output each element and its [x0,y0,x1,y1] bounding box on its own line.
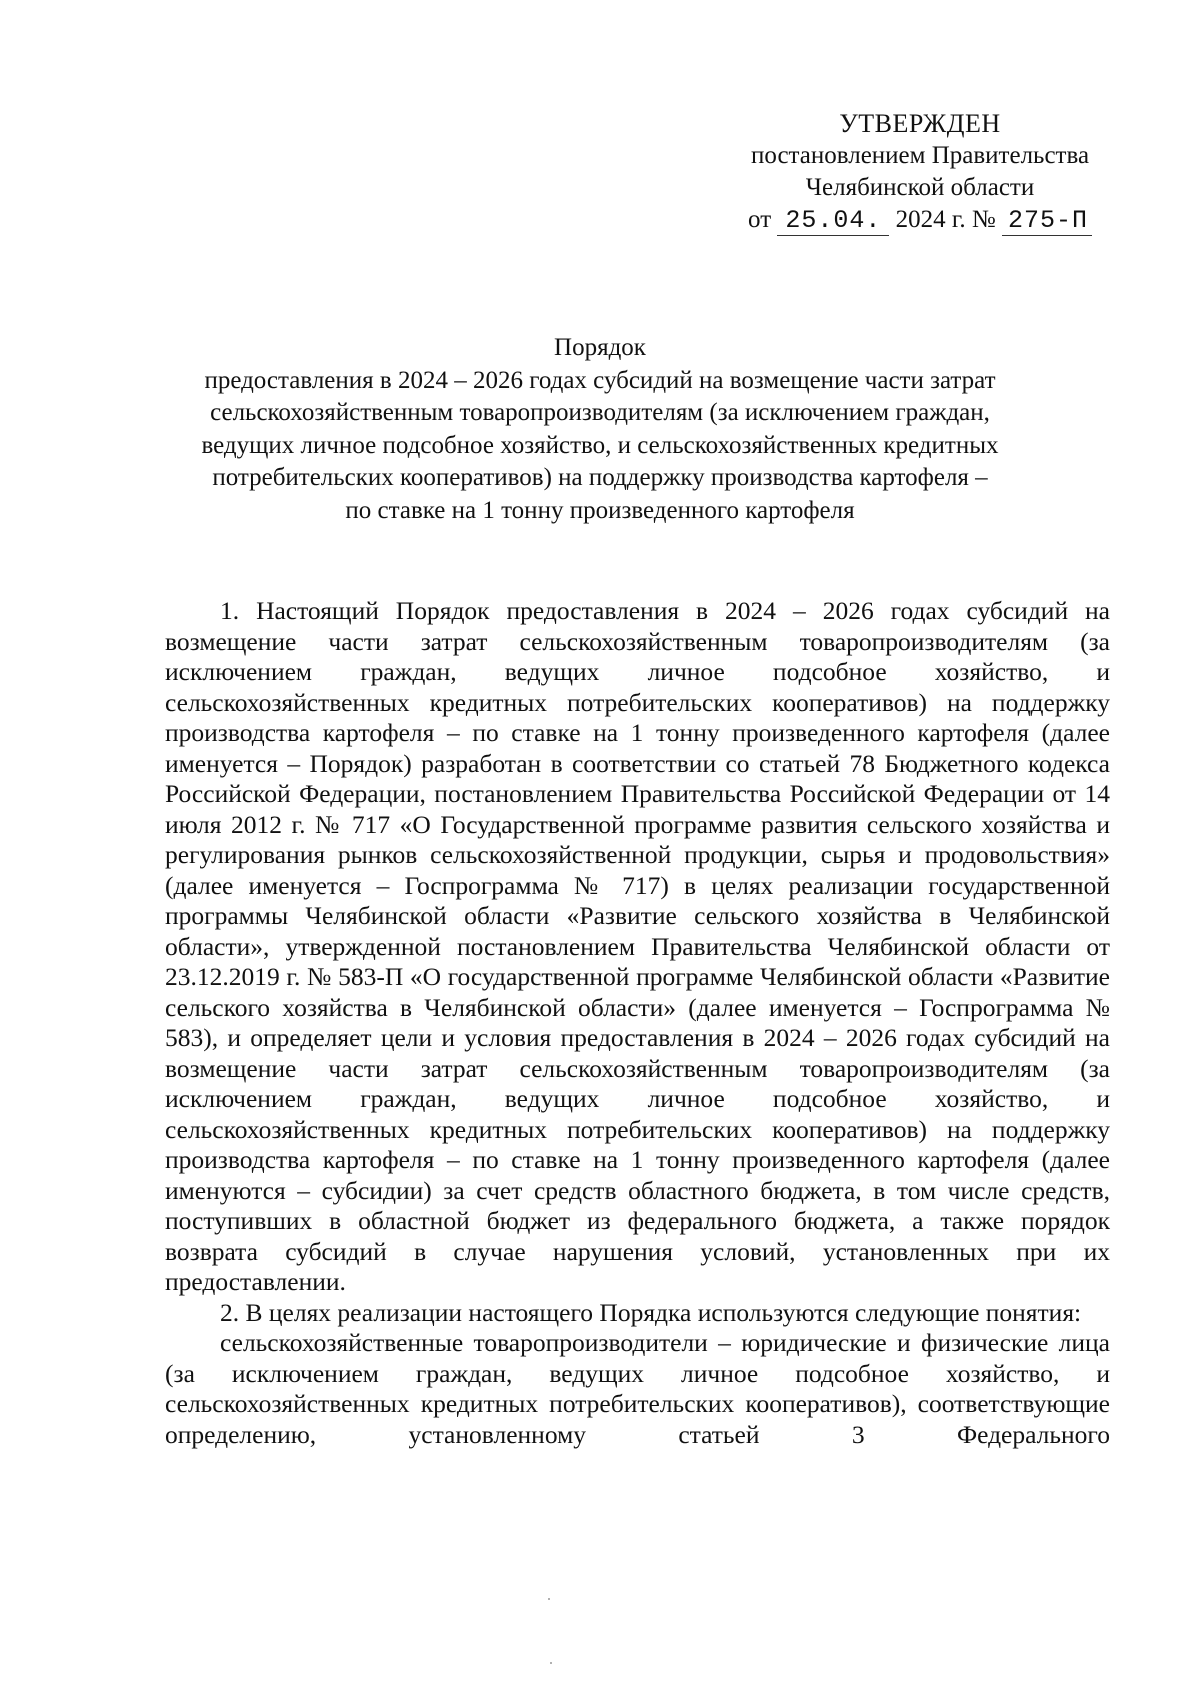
order-date: 25.04. [777,206,889,236]
paragraph-3: сельскохозяйственные товаропроизводители – юридические и физические лица (за исключением граждан, ведущих личное подсобное хозяйство, и сельскохозяйственных кредитных потребительских кооперативов), соответствующие определению, установленному статьей 3 Федерального [165,1328,1110,1449]
approval-line-1: постановлением Правительства [750,142,1090,169]
title-heading: Порядок [554,334,646,361]
scan-artifact [550,1662,552,1664]
title-line: предоставления в 2024 – 2026 годах субсидий на возмещение части затрат [204,366,996,394]
title-line: потребительских кооперативов) на поддержку производства картофеля – [212,464,988,491]
document-title [150,332,1050,527]
paragraph-1: 1. Настоящий Порядок предоставления в 2024 – 2026 годах субсидий на возмещение части затрат сельскохозяйственным товаропроизводителям (за исключением граждан, ведущих личное подсобное хозяйство, и сельскохозяйственных кредитных потребительских кооперативов) на поддержку производства картофеля – по ставке на 1 тонну произведенного картофеля (далее именуется – Порядок) разработан в соответствии со статьей 78 Бюджетного кодекса Российской Федерации, постановлением Правительства Российской Федерации от 14 июля 2012 г. № 717 «О Государственной программе развития сельского хозяйства и регулирования рынков сельскохозяйственной продукции, сырья и продовольствия» (далее именуется – Госпрограмма № 717) в целях реализации государственной программы Челябинской области «Развитие сельского хозяйства в Челябинской области», утвержденной постановлением Правительства Челябинской области от 23.12.2019 г. № 583-П «О государственной программе Челябинской области «Развитие сельского хозяйства в Челябинской области» (далее именуется – Госпрограмма № 583), и определяет цели и условия предоставления в 2024 – 2026 годах субсидий на возмещение части затрат сельскохозяйственным товаропроизводителям (за исключением граждан, ведущих личное подсобное хозяйство, и сельскохозяйственных кредитных потребительских кооперативов) на поддержку производства картофеля – по ставке на 1 тонну произведенного картофеля (далее именуются – субсидии) за счет средств областного бюджета, в том числе средств, поступивших в областной бюджет из федерального бюджета, а также порядок возврата субсидий в случае нарушения условий, установленных при их предоставлении. [165,596,1110,1296]
order-year: 2024 г. № [895,206,996,233]
title-line: по ставке на 1 тонну произведенного картофеля [345,496,855,524]
title-line: сельскохозяйственным товаропроизводителям (за исключением граждан, [210,399,990,426]
approval-stamp: УТВЕРЖДЕН [839,109,1001,138]
approval-order-line [720,204,1120,237]
document-body [165,596,1110,1450]
approval-block [720,108,1120,237]
title-line: ведущих личное подсобное хозяйство, и сельскохозяйственных кредитных [201,431,999,459]
paragraph-2: 2. В целях реализации настоящего Порядка используются следующие понятия: [220,1297,1082,1327]
approval-line-2: Челябинской области [805,174,1035,201]
scan-artifact [548,1598,550,1600]
order-number: 275-П [1002,206,1092,236]
from-label: от [748,206,772,233]
